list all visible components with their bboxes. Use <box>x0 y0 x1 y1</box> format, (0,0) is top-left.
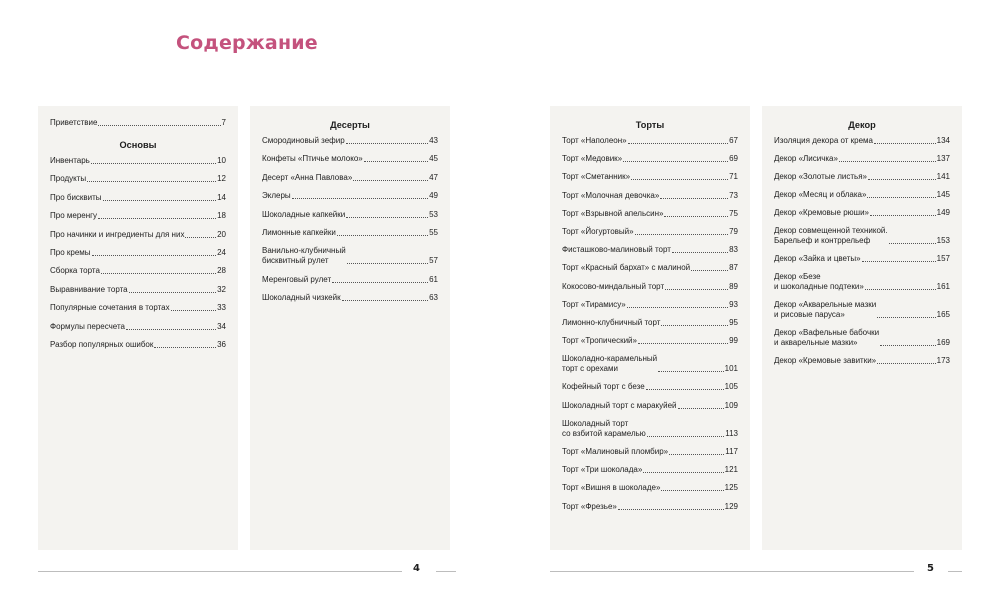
toc-entry <box>50 303 226 313</box>
toc-entry-page: 83 <box>729 245 738 255</box>
toc-entry <box>562 282 738 292</box>
toc-entry-title: Ванильно-клубничный бисквитный рулет <box>262 246 346 266</box>
toc-entry-title: Торт «Тирамису» <box>562 299 626 309</box>
dot-leader <box>661 490 723 491</box>
toc-entry-title: Торт «Три шоколада» <box>562 465 643 475</box>
dot-leader <box>353 180 428 181</box>
toc-entry <box>562 336 738 346</box>
toc-entry <box>262 191 438 201</box>
toc-entry-title: Популярные сочетания в тортах <box>50 303 170 313</box>
toc-entry-title: Изоляция декора от крема <box>774 136 873 145</box>
toc-entry-title: Декор «Кремовые рюши» <box>774 208 869 217</box>
dot-leader <box>643 472 723 473</box>
dot-leader <box>877 317 935 318</box>
toc-column-1 <box>38 106 238 550</box>
dot-leader <box>870 215 936 216</box>
toc-entry <box>50 211 226 221</box>
dot-leader <box>101 273 216 274</box>
toc-entry <box>262 275 438 285</box>
toc-entry-page: 165 <box>936 310 950 319</box>
toc-entry <box>562 154 738 164</box>
toc-entry <box>562 382 738 392</box>
toc-entry <box>562 172 738 182</box>
toc-entry-title: Десерт «Анна Павлова» <box>262 172 353 182</box>
dot-leader <box>364 161 428 162</box>
toc-entry-page: 67 <box>729 136 738 145</box>
toc-entry-title: Про меренгу <box>50 211 98 221</box>
toc-entry <box>562 136 738 146</box>
dot-leader <box>678 408 724 409</box>
toc-entry <box>262 228 438 238</box>
toc-entry <box>774 154 950 164</box>
dot-leader <box>672 252 728 253</box>
dot-leader <box>91 163 216 164</box>
toc-entry <box>562 419 738 439</box>
dot-leader <box>98 125 220 126</box>
dot-leader <box>839 161 936 162</box>
toc-entry-page: 117 <box>725 447 738 456</box>
toc-entry <box>774 190 950 200</box>
toc-entry-page: 173 <box>936 356 950 365</box>
toc-entry <box>50 340 226 350</box>
dot-leader <box>129 292 216 293</box>
dot-leader <box>638 343 728 344</box>
toc-entry <box>562 447 738 457</box>
toc-entry-page: 63 <box>429 293 438 303</box>
toc-entry-page: 73 <box>729 190 738 200</box>
toc-entry-title: Про начинки и ингредиенты для них <box>50 229 185 239</box>
toc-entry-page: 75 <box>729 208 738 218</box>
toc-entry-title: Разбор популярных ошибок <box>50 339 154 349</box>
toc-entry <box>562 502 738 512</box>
dot-leader <box>661 325 728 326</box>
toc-entry-title: Инвентарь <box>50 156 90 165</box>
dot-leader <box>347 263 428 264</box>
dot-leader <box>880 345 936 346</box>
toc-column-4 <box>762 106 962 550</box>
dot-leader <box>98 218 216 219</box>
toc-entry <box>562 354 738 374</box>
toc-entry <box>50 266 226 276</box>
dot-leader <box>868 179 936 180</box>
toc-entry-page: 113 <box>725 428 738 438</box>
toc-entry-title: Торт «Взрывной апельсин» <box>562 208 664 218</box>
toc-entry-page: 57 <box>429 256 438 266</box>
toc-entry-title: Шоколадно-карамельный торт с орехами <box>562 354 658 374</box>
toc-entry-page: 87 <box>729 263 738 273</box>
toc-entry-page: 109 <box>724 400 738 410</box>
toc-entry-page: 137 <box>936 154 950 163</box>
dot-leader <box>342 300 428 301</box>
dot-leader <box>865 289 936 290</box>
toc-entry-page: 12 <box>217 174 226 184</box>
toc-entry <box>562 318 738 328</box>
page-title: Содержание <box>176 32 318 54</box>
toc-entry-title: Шоколадный торт с маракуйей <box>562 400 677 410</box>
toc-entry-page: 125 <box>724 483 738 493</box>
toc-entry <box>50 156 226 166</box>
toc-entry-title: Торт «Медовик» <box>562 154 623 164</box>
toc-entry <box>50 230 226 240</box>
toc-entry-page: 43 <box>429 136 438 145</box>
toc-entry <box>562 483 738 493</box>
toc-entry-title: Кофейный торт с безе <box>562 382 645 392</box>
dot-leader <box>346 143 428 144</box>
toc-entry <box>562 300 738 310</box>
dot-leader <box>92 255 217 256</box>
dot-leader <box>292 198 428 199</box>
toc-entry <box>774 136 950 146</box>
dot-leader <box>628 143 729 144</box>
section-heading: Торты <box>635 120 665 130</box>
toc-entry <box>50 248 226 258</box>
toc-entry-page: 69 <box>729 154 738 164</box>
footer-rule-left <box>38 571 402 572</box>
toc-entry <box>562 227 738 237</box>
toc-entry-page: 101 <box>724 364 738 374</box>
dot-leader <box>627 307 728 308</box>
toc-entry-title: Торт «Тропический» <box>562 336 637 346</box>
dot-leader <box>332 282 428 283</box>
section-heading: Десерты <box>330 120 370 130</box>
toc-entry-page: 145 <box>936 190 950 199</box>
toc-entry-page: 105 <box>724 382 738 392</box>
toc-entry-page: 161 <box>936 282 950 291</box>
toc-entry <box>774 172 950 182</box>
dot-leader <box>867 197 935 198</box>
toc-entry-page: 7 <box>221 118 226 127</box>
toc-entry-page: 32 <box>217 284 226 294</box>
toc-entry-title: Шоколадные капкейки <box>262 209 346 219</box>
dot-leader <box>646 389 724 390</box>
dot-leader <box>623 161 728 162</box>
toc-entry-page: 24 <box>217 247 226 257</box>
toc-entry-title: Торт «Вишня в шоколаде» <box>562 483 661 493</box>
toc-entry <box>774 272 950 292</box>
toc-entry <box>562 465 738 475</box>
toc-entry <box>262 293 438 303</box>
toc-entry-page: 33 <box>217 303 226 313</box>
toc-entry-title: Торт «Малиновый пломбир» <box>562 447 669 456</box>
toc-entry <box>562 401 738 411</box>
toc-entry-title: Торт «Наполеон» <box>562 136 627 145</box>
toc-entry-title: Про бисквиты <box>50 192 102 202</box>
toc-entry-page: 129 <box>724 501 738 511</box>
toc-entry-page: 20 <box>217 229 226 239</box>
toc-entry <box>774 356 950 366</box>
dot-leader <box>618 509 724 510</box>
dot-leader <box>154 347 216 348</box>
toc-entry-page: 10 <box>217 156 226 165</box>
dot-leader <box>874 143 936 144</box>
toc-entry-page: 141 <box>936 172 950 181</box>
dot-leader <box>337 235 428 236</box>
toc-entry <box>262 210 438 220</box>
toc-entry-title: Сборка торта <box>50 266 100 276</box>
toc-entry <box>50 285 226 295</box>
toc-entry-page: 149 <box>936 208 950 217</box>
toc-entry <box>562 245 738 255</box>
toc-entry-title: Меренговый рулет <box>262 274 332 284</box>
toc-entry-page: 49 <box>429 191 438 201</box>
toc-entry-page: 36 <box>217 339 226 349</box>
toc-entry-page: 47 <box>429 172 438 182</box>
footer-rule-left-tail <box>436 571 456 572</box>
toc-entry <box>50 322 226 332</box>
toc-entry <box>50 174 226 184</box>
toc-entry-page: 93 <box>729 299 738 309</box>
toc-entry-title: Шоколадный чизкейк <box>262 293 341 303</box>
page-number-left: 4 <box>413 563 420 574</box>
toc-entry-page: 121 <box>724 465 738 475</box>
toc-entry-title: Конфеты «Птичье молоко» <box>262 154 363 164</box>
toc-entry-page: 61 <box>429 274 438 284</box>
toc-entry-title: Смородиновый зефир <box>262 136 345 145</box>
toc-entry-title: Торт «Фрезье» <box>562 501 617 511</box>
toc-entry-title: Торт «Йогуртовый» <box>562 226 634 236</box>
dot-leader <box>862 261 936 262</box>
dot-leader <box>346 217 428 218</box>
toc-entry <box>774 208 950 218</box>
dot-leader <box>647 436 724 437</box>
dot-leader <box>185 237 216 238</box>
toc-entry-page: 71 <box>729 172 738 182</box>
toc-entry-title: Формулы пересчета <box>50 321 125 331</box>
footer-rule-right <box>550 571 914 572</box>
toc-entry-page: 34 <box>217 321 226 331</box>
toc-entry <box>50 193 226 203</box>
toc-entry-title: Про кремы <box>50 247 91 257</box>
toc-entry-title: Декор «Кремовые завитки» <box>774 356 877 365</box>
toc-entry-page: 45 <box>429 154 438 164</box>
dot-leader <box>691 270 728 271</box>
toc-entry <box>774 226 950 246</box>
toc-entry-page: 157 <box>936 254 950 263</box>
toc-entry <box>562 263 738 273</box>
toc-entry-title: Лимонно-клубничный торт <box>562 317 661 327</box>
toc-entry-title: Торт «Сметанник» <box>562 172 631 182</box>
toc-entry <box>774 254 950 264</box>
toc-entry <box>774 328 950 348</box>
toc-entry <box>262 246 438 266</box>
toc-entry-title: Кокосово-миндальный торт <box>562 281 665 291</box>
toc-entry-page: 79 <box>729 226 738 236</box>
toc-entry <box>262 154 438 164</box>
toc-entry-page: 28 <box>217 266 226 276</box>
toc-entry <box>562 209 738 219</box>
toc-entry-title: Декор совмещенной техникой. Барельеф и контррельеф <box>774 226 888 245</box>
toc-entry-page: 99 <box>729 336 738 346</box>
section-heading: Основы <box>119 140 157 150</box>
footer-rule-right-tail <box>948 571 962 572</box>
toc-entry-title: Продукты <box>50 174 87 184</box>
toc-column-3 <box>550 106 750 550</box>
toc-entry-title: Декор «Золотые листья» <box>774 172 867 181</box>
dot-leader <box>635 234 729 235</box>
toc-column-2 <box>250 106 450 550</box>
toc-entry-title: Шоколадный торт со взбитой карамелью <box>562 418 646 438</box>
toc-entry-title: Декор «Месяц и облака» <box>774 190 867 199</box>
toc-entry <box>562 191 738 201</box>
dot-leader <box>664 216 728 217</box>
toc-entry-title: Декор «Безе и шоколадные подтеки» <box>774 272 864 291</box>
toc-entry-page: 53 <box>429 209 438 219</box>
toc-entry-title: Декор «Лисичка» <box>774 154 838 163</box>
toc-entry <box>774 300 950 320</box>
page-number-right: 5 <box>927 563 934 574</box>
toc-entry-title: Лимонные капкейки <box>262 227 336 237</box>
dot-leader <box>660 198 728 199</box>
dot-leader <box>103 200 217 201</box>
dot-leader <box>631 179 728 180</box>
toc-entry-page: 169 <box>936 338 950 347</box>
dot-leader <box>126 329 216 330</box>
toc-entry <box>262 173 438 183</box>
toc-entry-page: 55 <box>429 227 438 237</box>
dot-leader <box>669 454 724 455</box>
toc-entry-title: Декор «Вафельные бабочки и акварельные мазки» <box>774 328 880 347</box>
toc-entry-page: 14 <box>217 192 226 202</box>
toc-entry-page: 95 <box>729 317 738 327</box>
dot-leader <box>87 181 216 182</box>
dot-leader <box>665 289 728 290</box>
toc-entry-title: Декор «Акварельные мазки и рисовые паруса» <box>774 300 877 319</box>
section-heading: Декор <box>848 120 876 130</box>
toc-entry-title: Торт «Молочная девочка» <box>562 190 660 200</box>
dot-leader <box>889 243 936 244</box>
dot-leader <box>658 371 724 372</box>
toc-entry <box>262 136 438 146</box>
toc-entry-page: 18 <box>217 211 226 221</box>
dot-leader <box>877 363 936 364</box>
dot-leader <box>171 310 216 311</box>
toc-entry-title: Приветствие <box>50 118 98 127</box>
toc-entry-title: Фисташково-малиновый торт <box>562 245 671 255</box>
toc-entry-page: 153 <box>936 236 950 245</box>
toc-entry-title: Торт «Красный бархат» с малиной <box>562 263 691 273</box>
toc-entry-page: 134 <box>936 136 950 145</box>
toc-entry <box>50 118 226 128</box>
toc-entry-title: Выравнивание торта <box>50 284 128 294</box>
toc-entry-title: Декор «Зайка и цветы» <box>774 254 861 263</box>
toc-entry-page: 89 <box>729 281 738 291</box>
toc-entry-title: Эклеры <box>262 191 291 201</box>
